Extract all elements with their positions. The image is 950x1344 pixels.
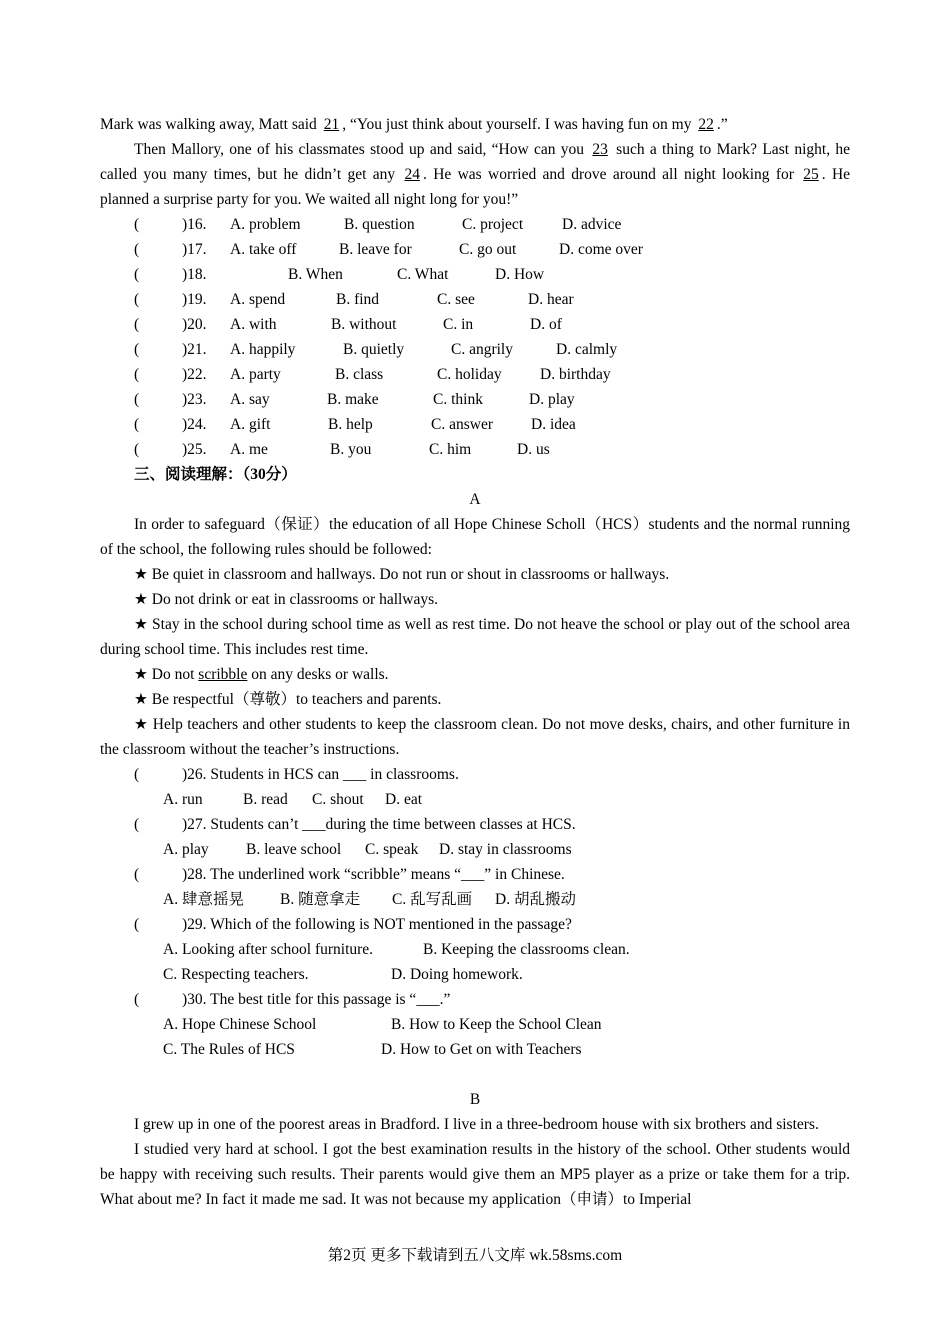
passage-b-paragraph-2: I studied very hard at school. I got the best examination results in the history of the school. Other students would be happy with receiving such results. Their parents would give them an MP5 player as a prize or take them for a trip. What about me? In fact it made me sad. It was not because my application（申请）to Imperial bbox=[100, 1141, 850, 1208]
rule-4: ★ Do not scribble on any desks or walls. bbox=[134, 666, 389, 683]
page-footer: 第2页 更多下载请到五八文库 wk.58sms.com bbox=[327, 1247, 623, 1264]
blank-21: 21 bbox=[323, 116, 340, 133]
rule-5: ★ Be respectful（尊敬）to teachers and parents. bbox=[134, 691, 442, 708]
question-30-options-cd: C. The Rules of HCS D. How to Get on with Teachers bbox=[163, 1041, 582, 1058]
cloze-question-24: ( )24. A. gift B. help C. answer D. idea bbox=[134, 416, 576, 433]
question-26: ( )26. Students in HCS can ___ in classrooms. bbox=[134, 766, 459, 783]
passage-a-title: A bbox=[469, 491, 481, 508]
passage-b-title: B bbox=[469, 1091, 481, 1108]
question-28: ( )28. The underlined work “scribble” means “___” in Chinese. bbox=[134, 866, 565, 883]
cloze-question-17: ( )17. A. take off B. leave for C. go out D. come over bbox=[134, 241, 643, 258]
question-30: ( )30. The best title for this passage is “___.” bbox=[134, 991, 451, 1008]
question-27-options: A. play B. leave school C. speak D. stay in classrooms bbox=[163, 841, 572, 858]
section-heading-reading: 三、阅读理解：（30分） bbox=[134, 466, 297, 483]
spacer bbox=[100, 1062, 850, 1087]
question-28-options: A. 肆意摇晃 B. 随意拿走 C. 乱写乱画 D. 胡乱搬动 bbox=[163, 891, 576, 908]
question-29-options-cd: C. Respecting teachers. D. Doing homework. bbox=[163, 966, 523, 983]
rule-1: ★ Be quiet in classroom and hallways. Do not run or shout in classrooms or hallways. bbox=[134, 566, 670, 583]
blank-22: 22 bbox=[698, 116, 714, 133]
cloze-question-21: ( )21. A. happily B. quietly C. angrily D. calmly bbox=[134, 341, 618, 358]
question-26-options: A. run B. read C. shout D. eat bbox=[163, 791, 423, 808]
blank-24: 24 bbox=[404, 166, 420, 183]
cloze-question-22: ( )22. A. party B. class C. holiday D. birthday bbox=[134, 366, 611, 383]
blank-23: 23 bbox=[592, 141, 608, 158]
rule-3: ★ Stay in the school during school time as well as rest time. Do not heave the school or play out of the school area during school time. This includes rest time. bbox=[100, 616, 850, 658]
blank-25: 25 bbox=[803, 166, 819, 183]
underlined-word: scribble bbox=[198, 666, 248, 683]
question-29: ( )29. Which of the following is NOT mentioned in the passage? bbox=[134, 916, 572, 933]
rule-6: ★ Help teachers and other students to keep the classroom clean. Do not move desks, chairs, and other furniture in the classroom without the teacher’s instructions. bbox=[100, 716, 850, 758]
cloze-question-20: ( )20. A. with B. without C. in D. of bbox=[134, 316, 562, 333]
cloze-paragraph-1: Mark was walking away, Matt said 21 , “You just think about yourself. I was having fun on my 22 .” bbox=[100, 116, 728, 133]
question-29-options-ab: A. Looking after school furniture. B. Keeping the classrooms clean. bbox=[163, 941, 630, 958]
cloze-question-23: ( )23. A. say B. make C. think D. play bbox=[134, 391, 575, 408]
cloze-question-18: ( )18. B. When C. What D. How bbox=[134, 266, 545, 283]
passage-b-paragraph-1: I grew up in one of the poorest areas in Bradford. I live in a three-bedroom house with six brothers and sisters. bbox=[134, 1116, 819, 1133]
cloze-question-25: ( )25. A. me B. you C. him D. us bbox=[134, 441, 550, 458]
rule-2: ★ Do not drink or eat in classrooms or hallways. bbox=[134, 591, 439, 608]
cloze-question-16: ( )16. A. problem B. question C. project D. advice bbox=[134, 216, 622, 233]
question-27: ( )27. Students can’t ___during the time between classes at HCS. bbox=[134, 816, 576, 833]
cloze-paragraph-2: Then Mallory, one of his classmates stood up and said, “How can you 23 such a thing to Mark? Last night, he called you many times, but he didn’t get any 24 . He was worried and drove around all night looking for 25 . He planned a surprise party for you. We waited all night long for you!” bbox=[100, 141, 851, 208]
question-30-options-ab: A. Hope Chinese School B. How to Keep the School Clean bbox=[163, 1016, 602, 1033]
cloze-question-list bbox=[100, 212, 850, 462]
passage-a-intro: In order to safeguard（保证）the education of all Hope Chinese Scholl（HCS）students and the normal running of the school, the following rules should be followed: bbox=[100, 516, 850, 558]
page-content bbox=[100, 112, 850, 1212]
cloze-question-19: ( )19. A. spend B. find C. see D. hear bbox=[134, 291, 574, 308]
